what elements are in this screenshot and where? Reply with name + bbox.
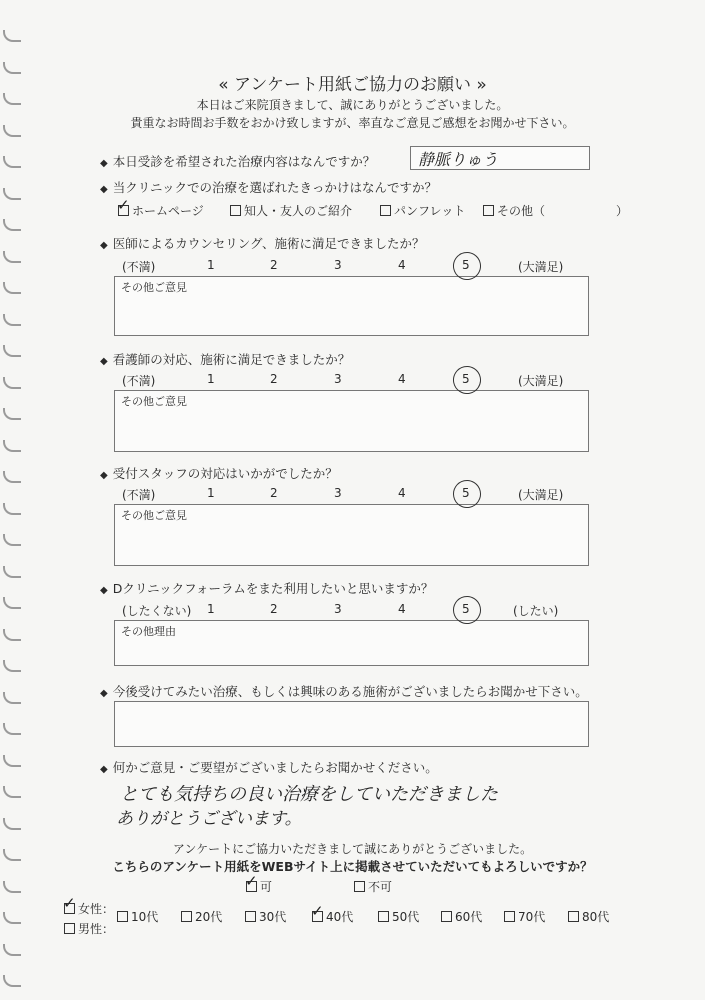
option-homepage[interactable] (117, 196, 204, 219)
binder-ring (3, 818, 21, 830)
option-referral-label: 知人・友人のご紹介 (244, 204, 353, 218)
option-other-close: ） (616, 204, 629, 218)
scale-low-label: (したくない) (122, 604, 192, 618)
diamond-icon: ◆ (100, 356, 108, 367)
question-2-label: 当クリニックでの治療を選ばれたきっかけはなんですか？ (112, 180, 437, 195)
treatment-answer: 静脈りゅう (418, 150, 499, 169)
scale-high-label: (大満足) (518, 374, 564, 388)
binder-ring (3, 534, 21, 546)
diamond-icon: ◆ (100, 184, 108, 195)
checkmark-icon: ✓ (311, 902, 324, 920)
diamond-icon: ◆ (100, 158, 108, 169)
question-2 (100, 178, 437, 196)
binder-ring (3, 755, 21, 767)
age-option[interactable] (568, 908, 609, 925)
checkmark-icon: ✓ (117, 196, 130, 214)
checkbox-icon (380, 205, 391, 216)
option-homepage-label: ホームページ (132, 204, 204, 218)
age-option-label: 40代 (326, 910, 354, 924)
age-option[interactable] (311, 902, 354, 925)
age-option[interactable] (181, 908, 222, 925)
gender-female-label: 女性： (78, 902, 115, 916)
scale-value-3[interactable]: 3 (334, 258, 342, 272)
binder-ring (3, 440, 21, 452)
scale-high-label: (したい) (513, 604, 559, 618)
comment-label: その他ご意見 (121, 281, 187, 294)
scale-low-label: (不満) (122, 260, 156, 274)
checkbox-icon (117, 196, 130, 216)
question-3 (100, 234, 424, 252)
option-pamphlet[interactable] (380, 202, 465, 219)
scale-value-1[interactable]: 1 (207, 372, 215, 386)
diamond-icon: ◆ (100, 764, 108, 775)
scale-value-4[interactable]: 4 (398, 258, 406, 272)
binder-ring (3, 314, 21, 326)
question-4 (100, 350, 350, 368)
binder-ring (3, 912, 21, 924)
checkbox-icon (64, 923, 75, 934)
binder-ring (3, 471, 21, 483)
checkbox-icon (117, 911, 128, 922)
binder-ring (3, 377, 21, 389)
binder-ring (3, 660, 21, 672)
scale-value-5[interactable]: 5 (462, 372, 470, 386)
checkbox-icon (311, 902, 324, 922)
diamond-icon: ◆ (100, 240, 108, 251)
option-referral[interactable] (230, 202, 352, 219)
interest-answer-box[interactable] (114, 701, 589, 747)
scale-value-3[interactable]: 3 (334, 602, 342, 616)
scale-high-label: (大満足) (518, 260, 564, 274)
binder-ring (3, 503, 21, 515)
comment-box-q4[interactable] (114, 390, 589, 452)
binder-ring (3, 786, 21, 798)
binder-ring (3, 629, 21, 641)
binder-ring (3, 282, 21, 294)
scale-value-2[interactable]: 2 (270, 602, 278, 616)
question-1 (100, 152, 375, 170)
age-option-label: 50代 (392, 910, 420, 924)
age-option[interactable] (117, 908, 158, 925)
scale-value-2[interactable]: 2 (270, 486, 278, 500)
binder-ring (3, 30, 21, 42)
age-option[interactable] (378, 908, 419, 925)
checkbox-icon (568, 911, 579, 922)
binder-ring (3, 723, 21, 735)
checkmark-icon: ✓ (63, 894, 76, 912)
feedback-line-2: ありがとうございます。 (116, 809, 302, 829)
scale-low-label: (不満) (122, 374, 156, 388)
question-8-label: 何かご意見・ご要望がございましたらお聞かせください。 (112, 760, 438, 775)
question-7 (100, 682, 588, 700)
intro-line-1: 本日はご来院頂きまして、誠にありがとうございました。 (196, 98, 509, 112)
feedback-line-1: とても気持ちの良い治療をしていただきました (120, 784, 498, 805)
publish-question: こちらのアンケート用紙をWEBサイト上に掲載させていただいてもよろしいですか？ (112, 859, 593, 874)
scale-high-label: (大満足) (518, 488, 564, 502)
binder-ring (3, 156, 21, 168)
binder-ring (3, 692, 21, 704)
age-option[interactable] (504, 908, 545, 925)
scale-value-1[interactable]: 1 (207, 602, 215, 616)
comment-label: その他ご意見 (121, 395, 187, 408)
binder-ring (3, 566, 21, 578)
binder-ring (3, 975, 21, 987)
option-other-label: その他（ (497, 204, 546, 218)
question-1-label: 本日受診を希望された治療内容はなんですか？ (112, 154, 376, 169)
publish-yes-label: 可 (260, 880, 273, 894)
thanks-text: アンケートにご協力いただきまして誠にありがとうございました。 (172, 842, 533, 856)
scale-value-2[interactable]: 2 (270, 372, 278, 386)
intro-line-2: 貴重なお時間お手数をおかけ致しますが、率直なご意見ご感想をお聞かせ下さい。 (130, 116, 575, 130)
question-8 (100, 758, 438, 776)
age-option[interactable] (245, 908, 286, 925)
comment-box-q5[interactable] (114, 504, 589, 566)
scale-value-1[interactable]: 1 (207, 258, 215, 272)
scale-value-5[interactable]: 5 (462, 602, 470, 616)
binder-ring (3, 219, 21, 231)
checkbox-icon (181, 911, 192, 922)
binder-ring (3, 944, 21, 956)
gender-female[interactable] (63, 894, 115, 917)
scale-value-2[interactable]: 2 (270, 258, 278, 272)
checkbox-icon (504, 911, 515, 922)
scale-value-1[interactable]: 1 (207, 486, 215, 500)
survey-title: « アンケート用紙ご協力のお願い » (218, 75, 487, 95)
age-option[interactable] (441, 908, 482, 925)
gender-male-label: 男性： (78, 922, 115, 936)
question-7-label: 今後受けてみたい治療、もしくは興味のある施術がございましたらお聞かせ下さい。 (112, 684, 588, 699)
question-5-label: 受付スタッフの対応はいかがでしたか？ (112, 466, 338, 481)
checkbox-icon (245, 872, 258, 892)
checkbox-icon (483, 205, 494, 216)
scale-value-4[interactable]: 4 (398, 602, 406, 616)
checkbox-icon (63, 894, 76, 914)
diamond-icon: ◆ (100, 585, 108, 596)
age-option-label: 30代 (259, 910, 287, 924)
checkbox-icon (378, 911, 389, 922)
option-other[interactable] (483, 202, 545, 219)
age-option-label: 20代 (195, 910, 223, 924)
binder-ring (3, 881, 21, 893)
binder-ring (3, 408, 21, 420)
diamond-icon: ◆ (100, 688, 108, 699)
binder-ring (3, 188, 21, 200)
diamond-icon: ◆ (100, 470, 108, 481)
comment-label: その他理由 (121, 625, 176, 638)
question-5 (100, 464, 338, 482)
age-option-label: 70代 (518, 910, 546, 924)
checkbox-icon (245, 911, 256, 922)
scale-value-4[interactable]: 4 (398, 372, 406, 386)
age-option-label: 80代 (582, 910, 610, 924)
publish-yes[interactable] (245, 872, 273, 895)
binder-ring (3, 251, 21, 263)
checkmark-icon: ✓ (245, 872, 258, 890)
scale-value-5[interactable]: 5 (462, 258, 470, 272)
question-3-label: 医師によるカウンセリング、施術に満足できましたか？ (112, 236, 425, 251)
scale-value-4[interactable]: 4 (398, 486, 406, 500)
question-4-label: 看護師の対応、施術に満足できましたか？ (112, 352, 351, 367)
publish-no[interactable] (354, 878, 392, 895)
publish-no-label: 不可 (368, 880, 393, 894)
binder-ring (3, 345, 21, 357)
scale-value-3[interactable]: 3 (334, 372, 342, 386)
checkbox-icon (230, 205, 241, 216)
gender-male[interactable] (64, 920, 114, 937)
scale-value-3[interactable]: 3 (334, 486, 342, 500)
age-option-label: 10代 (131, 910, 159, 924)
scale-value-5[interactable]: 5 (462, 486, 470, 500)
checkbox-icon (441, 911, 452, 922)
scale-low-label: (不満) (122, 488, 156, 502)
question-6-label: Dクリニックフォーラムをまた利用したいと思いますか？ (112, 581, 434, 596)
comment-box-q6[interactable] (114, 620, 589, 666)
comment-box-q3[interactable] (114, 276, 589, 336)
comment-label: その他ご意見 (121, 509, 187, 522)
age-option-label: 60代 (455, 910, 483, 924)
binder-ring (3, 597, 21, 609)
question-6 (100, 579, 433, 597)
option-pamphlet-label: パンフレット (394, 204, 466, 218)
checkbox-icon (354, 881, 365, 892)
